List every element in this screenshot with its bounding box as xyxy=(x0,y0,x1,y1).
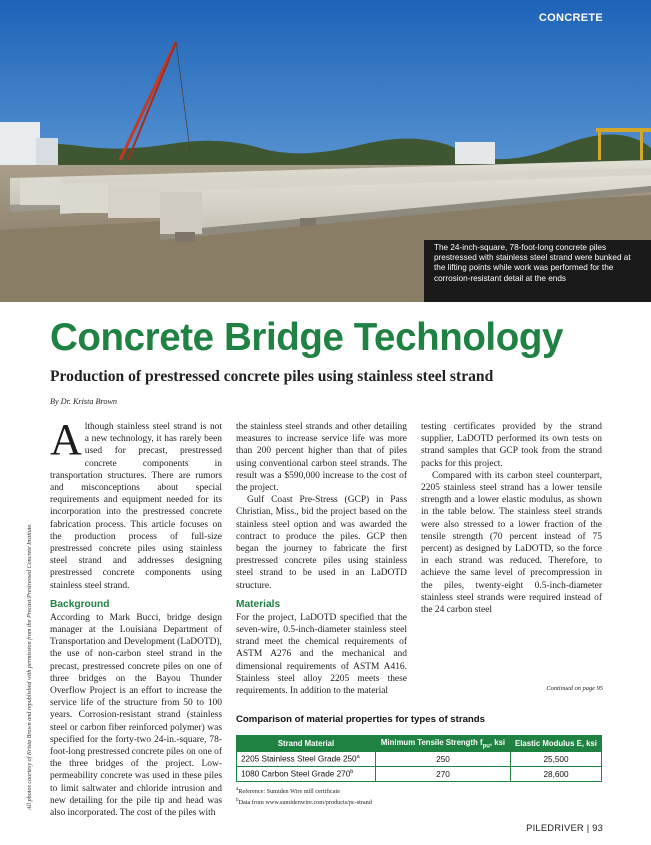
note-b-mark: b xyxy=(236,797,239,803)
drop-cap: A xyxy=(50,415,82,464)
materials-paragraph-2: Compared with its carbon steel counterpart, 2205 stainless steel strand has a lower tensile strength and a lower elastic modulus, as shown in the table below. The stainless steel strands were also stressed to a lower fraction of the tensile strength (70 percent instead of 75 percent) as designed by LaDOTD, so the force in each strand was reduced. Therefore, to achieve the same level of precompression in the piles, twenty-eight 0.5-inch-diameter stainless steel strands were required instead of the 24 carbon steel xyxy=(421,470,602,616)
background-paragraph-2: Gulf Coast Pre-Stress (GCP) in Pass Christian, Miss., bid the project based on the stainless steel option and was awarded the contract to produce the piles. GCP then began the journey to fabricate the first prestressed concrete piles using stainless steel strand to be used in an LaDOTD structure. xyxy=(236,495,407,591)
row-modulus: 25,500 xyxy=(511,752,602,767)
photo-caption: The 24-inch-square, 78-foot-long concrete piles prestressed with stainless steel strand were bunked at the lifting points while work was performed for the corrosion-resistant detail at the ends xyxy=(424,240,651,302)
material-properties-table xyxy=(236,735,602,782)
row-material xyxy=(237,767,376,782)
footer-separator: | xyxy=(586,822,590,833)
intro-paragraph xyxy=(50,415,222,592)
background-paragraph-1 xyxy=(50,612,222,819)
header-tensile-unit: , ksi xyxy=(489,737,506,747)
article-title: Concrete Bridge Technology xyxy=(50,316,563,359)
magazine-name: PILEDRIVER xyxy=(526,822,584,833)
photo-credit: All photos courtesy of Krista Brown and republished with permission from the Precast/Prestressed Concrete Institute. xyxy=(27,523,33,810)
row-material-label: 2205 Stainless Steel Grade 250 xyxy=(241,754,357,764)
article-subtitle: Production of prestressed concrete piles using stainless steel strand xyxy=(50,368,494,385)
section-tag: CONCRETE xyxy=(538,12,603,24)
header-elastic-modulus: Elastic Modulus E, ksi xyxy=(511,736,602,752)
column-2 xyxy=(236,421,407,697)
background-paragraph-1-text: According to Mark Bucci, bridge design manager at the Louisiana Department of Transportation and Development (LaDOTD), the use of non-carbon steel strand in the precast, prestressed concrete piles on one of three bridges on the Bayou Thunder Overflow Project is an effort to increase the service life of the structure from 50 to 100 years. Corrosion-resistant strand (stainless steel or carbon fiber reinforced polymer) was specified for the forty-two 24-in.-square, 78-foot-long prestressed concrete piles on one of the three bridges of the project. Low-permeability concrete was used in these piles to limit saltwater and chloride intrusion and new detailing for the pile tip and head was also incorporated. The cost of the piles with xyxy=(50,612,222,819)
column-3 xyxy=(421,421,602,616)
row-tensile: 250 xyxy=(376,752,511,767)
materials-heading: Materials xyxy=(236,598,281,610)
column-1 xyxy=(50,415,222,819)
header-tensile-sub: pu xyxy=(482,743,490,750)
footnote-mark: b xyxy=(350,769,354,776)
table-note-b xyxy=(236,797,372,806)
row-material xyxy=(237,752,376,767)
table-header-row xyxy=(237,736,602,752)
materials-paragraph-1-continued xyxy=(421,421,602,470)
table-row xyxy=(237,752,602,767)
header-photo xyxy=(0,0,651,302)
intro-text: lthough stainless steel strand is not a new technology, it has rarely been used for precast, prestressed concrete components in transportation structures. There are rumors and misconceptions about special requirements and equipment needed for its incorporation into the prestressed concrete fabrication process. This article focuses on the production process of full-size prestressed concrete piles using stainless steel strand and addresses designing prestressed concrete components using stainless steel strand. xyxy=(50,422,222,591)
materials-paragraph-1-text: For the project, LaDOTD specified that the seven-wire, 0.5-inch-diameter stainless steel strand meet the chemical requirements of ASTM A276 and the mechanical and dimensional requirements of ASTM A416. Stainless steel alloy 2205 meets these requirements. In addition to the material xyxy=(236,612,407,697)
background-paragraph-1-continued-text: the stainless steel strands and other detailing measures to increase service life was more than 200 percent higher than that of piles using conventional carbon steel strands. The result was a $590,000 increase to the cost of the project. xyxy=(236,422,407,494)
materials-paragraph-1 xyxy=(236,612,407,697)
byline: By Dr. Krista Brown xyxy=(50,397,118,406)
table-row xyxy=(237,767,602,782)
materials-paragraph-1-continued-text: testing certificates provided by the strand supplier, LaDOTD performed its own tests on strand samples that GCP took from the strand packs for this project. xyxy=(421,422,602,469)
page-footer xyxy=(526,822,603,833)
note-a-text: Reference: Sumiden Wire mill certificate xyxy=(238,788,340,796)
header-tensile-label: Minimum Tensile Strength f xyxy=(380,737,483,747)
footnote-mark: a xyxy=(356,754,360,761)
page-number: 93 xyxy=(592,822,603,833)
continued-note: Continued on page 95 xyxy=(546,685,603,692)
note-a-mark: a xyxy=(236,786,239,792)
row-material-label: 1080 Carbon Steel Grade 270 xyxy=(241,769,351,779)
row-tensile: 270 xyxy=(376,767,511,782)
header-strand-material: Strand Material xyxy=(237,736,376,752)
table-title: Comparison of material properties for types of strands xyxy=(236,714,485,725)
header-tensile-strength xyxy=(376,736,511,752)
note-b-text: Data from www.sumidenwire.com/products/pc-strand xyxy=(238,799,372,807)
row-modulus: 28,600 xyxy=(511,767,602,782)
table-note-a xyxy=(236,786,340,795)
background-paragraph-1-continued xyxy=(236,421,407,494)
background-heading: Background xyxy=(50,598,110,610)
